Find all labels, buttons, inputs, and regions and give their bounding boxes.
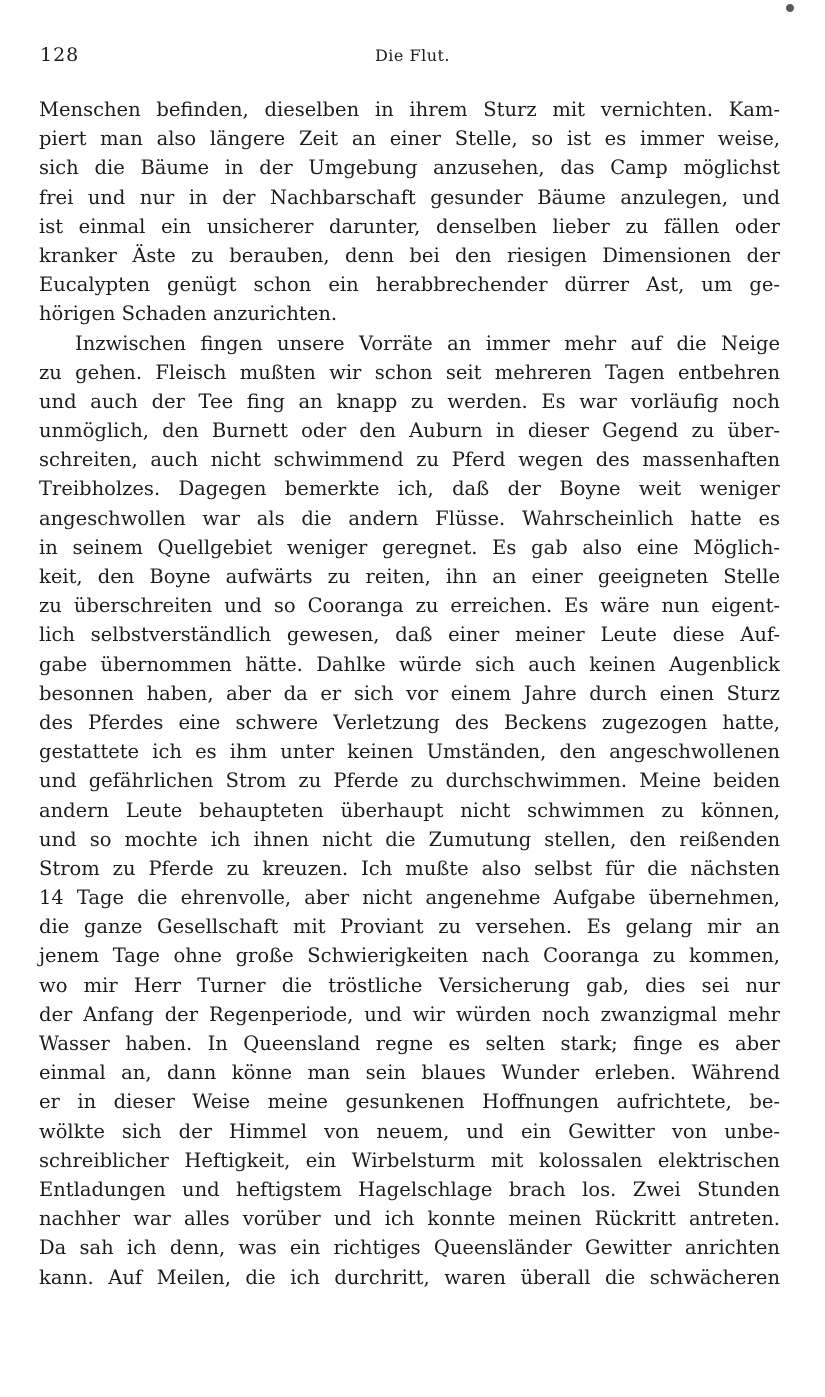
text-line: wo mir Herr Turner die tröstliche Versicherung gab, dies sei nur bbox=[39, 973, 780, 997]
text-line: gabe übernommen hätte. Dahlke würde sich auch keinen Augenblick bbox=[39, 652, 780, 676]
text-line: Eucalypten genügt schon ein herabbrechender dürrer Ast, um ge- bbox=[39, 273, 780, 297]
text-line: keit, den Boyne aufwärts zu reiten, ihn an einer geeigneten Stelle bbox=[39, 565, 780, 588]
text-line: nachher war alles vorüber und ich konnte meinen Rückritt antreten. bbox=[39, 1207, 780, 1231]
text-line: Entladungen und heftigstem Hagelschlage brach los. Zwei Stunden bbox=[39, 1177, 780, 1201]
text-line: schreiblicher Heftigkeit, ein Wirbelsturm mit kolossalen elektrischen bbox=[39, 1148, 780, 1172]
text-line: Strom zu Pferde zu kreuzen. Ich mußte also selbst für die nächsten bbox=[39, 856, 780, 880]
text-line: Menschen befinden, dieselben in ihrem Sturz mit vernichten. Kam- bbox=[39, 98, 780, 121]
text-line: piert man also längere Zeit an einer Stelle, so ist es immer weise, bbox=[39, 127, 780, 151]
ink-speck bbox=[786, 4, 794, 12]
text-line: zu überschreiten und so Cooranga zu erreichen. Es wäre nun eigent- bbox=[39, 594, 780, 618]
page-number: 128 bbox=[40, 44, 80, 66]
text-line: unmöglich, den Burnett oder den Auburn in dieser Gegend zu über- bbox=[39, 419, 780, 443]
text-line: ist einmal ein unsicherer darunter, denselben lieber zu fällen oder bbox=[39, 214, 780, 238]
text-line: 14 Tage die ehrenvolle, aber nicht angenehme Aufgabe übernehmen, bbox=[39, 886, 780, 910]
text-line: jenem Tage ohne große Schwierigkeiten nach Cooranga zu kommen, bbox=[39, 944, 780, 968]
text-line: zu gehen. Fleisch mußten wir schon seit mehreren Tagen entbehren bbox=[39, 360, 780, 384]
text-line: und gefährlichen Strom zu Pferde zu durchschwimmen. Meine beiden bbox=[39, 769, 780, 793]
text-line: angeschwollen war als die andern Flüsse. Wahrscheinlich hatte es bbox=[39, 506, 780, 530]
text-line: kann. Auf Meilen, die ich durchritt, waren überall die schwächeren bbox=[39, 1265, 780, 1289]
text-line: in seinem Quellgebiet weniger geregnet. Es gab also eine Möglich- bbox=[39, 535, 780, 559]
body-text bbox=[39, 95, 780, 1292]
text-line: einmal an, dann könne man sein blaues Wunder erleben. Während bbox=[39, 1061, 780, 1085]
text-line: kranker Äste zu berauben, denn bei den riesigen Dimensionen der bbox=[39, 243, 780, 267]
text-line: die ganze Gesellschaft mit Proviant zu versehen. Es gelang mir an bbox=[39, 915, 780, 939]
paragraph-end-line: hörigen Schaden anzurichten. bbox=[39, 302, 338, 326]
text-line: Wasser haben. In Queensland regne es selten stark; finge es aber bbox=[39, 1032, 780, 1055]
text-line: gestattete ich es ihm unter keinen Umständen, den angeschwollenen bbox=[39, 740, 780, 764]
text-line: Da sah ich denn, was ein richtiges Queensländer Gewitter anrichten bbox=[39, 1236, 780, 1260]
text-line: und so mochte ich ihnen nicht die Zumutung stellen, den reißenden bbox=[39, 827, 780, 851]
text-line: er in dieser Weise meine gesunkenen Hoffnungen aufrichtete, be- bbox=[39, 1090, 780, 1114]
paragraph-start-line: Inzwischen fingen unsere Vorräte an immer mehr auf die Neige bbox=[75, 331, 780, 355]
text-line: frei und nur in der Nachbarschaft gesunder Bäume anzulegen, und bbox=[39, 185, 780, 209]
running-title: Die Flut. bbox=[374, 46, 451, 65]
text-line: des Pferdes eine schwere Verletzung des Beckens zugezogen hatte, bbox=[39, 710, 780, 734]
text-line: und auch der Tee fing an knapp zu werden. Es war vorläufig noch bbox=[39, 389, 780, 413]
text-line: Treibholzes. Dagegen bemerkte ich, daß der Boyne weit weniger bbox=[39, 477, 780, 501]
text-line: lich selbstverständlich gewesen, daß einer meiner Leute diese Auf- bbox=[39, 623, 780, 647]
text-line: andern Leute behaupteten überhaupt nicht schwimmen zu können, bbox=[39, 798, 780, 822]
text-line: schreiten, auch nicht schwimmend zu Pferd wegen des massenhaften bbox=[39, 448, 780, 472]
text-line: der Anfang der Regenperiode, und wir würden noch zwanzigmal mehr bbox=[39, 1002, 780, 1026]
text-line: besonnen haben, aber da er sich vor einem Jahre durch einen Sturz bbox=[39, 681, 780, 705]
text-line: wölkte sich der Himmel von neuem, und ein Gewitter von unbe- bbox=[39, 1119, 780, 1143]
text-line: sich die Bäume in der Umgebung anzusehen, das Camp möglichst bbox=[39, 156, 780, 180]
